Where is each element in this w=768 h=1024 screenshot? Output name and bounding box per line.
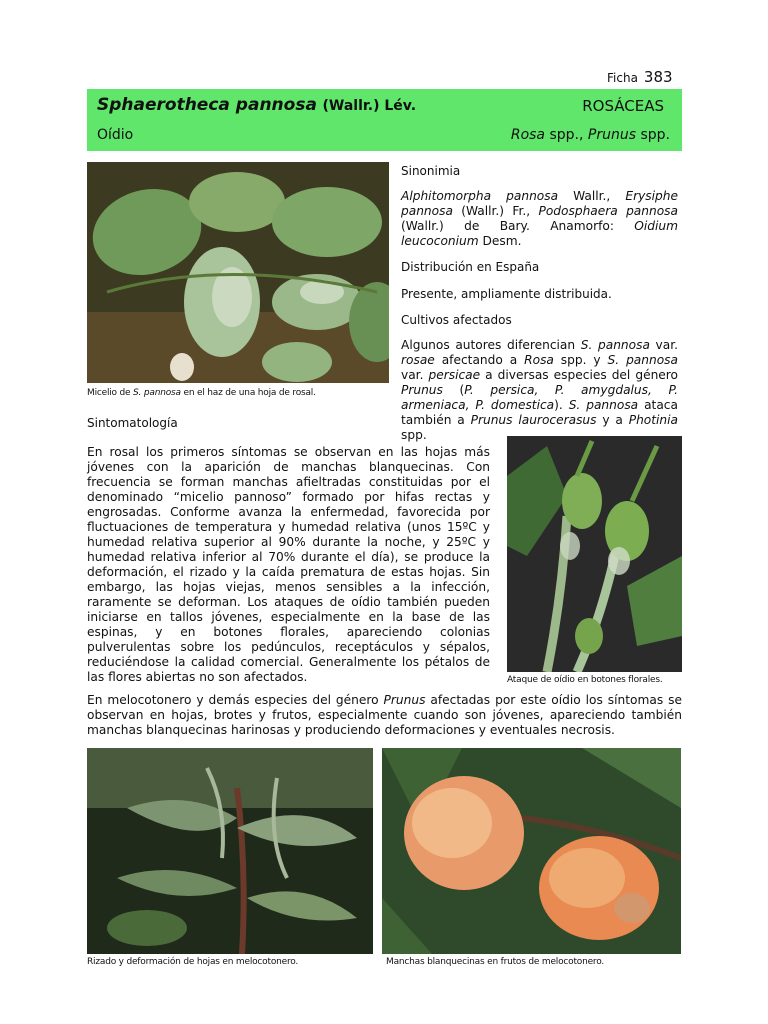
species: S. pannosa — [568, 398, 639, 412]
species-name: Sphaerotheca pannosa — [97, 95, 317, 115]
text: Algunos autores diferencian — [401, 338, 581, 352]
text: En melocotonero y demás especies del género — [87, 693, 384, 707]
ficha-number: 383 — [643, 68, 673, 86]
caption-text: Micelio de — [87, 388, 134, 398]
synonym-author: (Wallr.) Fr., — [452, 204, 539, 218]
species-title — [97, 95, 416, 115]
peach-fruit-photo — [382, 748, 681, 954]
text: var. — [649, 338, 679, 352]
text: spp. y — [553, 353, 608, 367]
text: ( — [442, 383, 465, 397]
distribucion-heading: Distribución en España — [401, 260, 540, 274]
rose-buds-caption: Ataque de oídio en botones florales. — [507, 675, 663, 685]
ficha-label — [607, 68, 673, 86]
family-name: ROSÁCEAS — [582, 97, 664, 115]
caption-text-end: en el haz de una hoja de rosal. — [180, 388, 316, 398]
variety: rosae — [401, 353, 435, 367]
text: ataca también a — [401, 398, 678, 427]
peach-leaves-photo — [87, 748, 373, 954]
host-spp-2: spp. — [640, 127, 670, 143]
text: y a — [596, 413, 629, 427]
text: afectadas por este oídio los síntomas se observan en hojas, brotes y frutos, especialmente cuando son jóvenes, apareciendo también manchas blanquecinas harinosas y produciendo deformaciones y eventuales necrosis. — [87, 693, 682, 737]
species: S. pannosa — [607, 353, 678, 367]
species-author: (Wallr.) Lév. — [322, 98, 417, 114]
sintomatologia-heading: Sintomatología — [87, 416, 178, 430]
host-genus-rosa: Rosa — [510, 127, 546, 143]
sinonimia-text — [401, 189, 678, 249]
host-plants — [511, 127, 670, 143]
common-name: Oídio — [97, 127, 134, 143]
text: var. — [401, 368, 429, 382]
synonym: Erysiphe pannosa — [401, 189, 678, 218]
rose-leaf-caption — [87, 388, 316, 398]
peach-fruit-caption: Manchas blanquecinas en frutos de melocotonero. — [386, 957, 605, 967]
peach-leaves-caption: Rizado y deformación de hojas en melocotonero. — [87, 957, 299, 967]
caption-species: S. pannosa — [133, 388, 181, 398]
synonym-author: Wallr., — [558, 189, 626, 203]
species: Prunus laurocerasus — [470, 413, 597, 427]
genus: Prunus — [383, 693, 426, 707]
synonym-author: Desm. — [478, 234, 522, 248]
variety: persicae — [428, 368, 481, 382]
synonym: Podosphaera pannosa — [538, 204, 678, 218]
synonym-author: (Wallr.) de Bary. Anamorfo: — [401, 219, 635, 233]
cultivos-text — [401, 338, 678, 443]
rose-buds-photo — [507, 436, 682, 672]
ficha-word: Ficha — [607, 71, 638, 85]
genus: Prunus — [401, 383, 443, 397]
anamorph: Oidium leucoconium — [401, 219, 678, 248]
sintomatologia-text: En rosal los primeros síntomas se observan en las hojas más jóvenes con la aparición de manchas blanquecinas. Con frecuencia se forman manchas afieltradas constituidas por el denominado “micelio pannoso” formado por hifas rectas y engrosadas. Conforme avanza la enfermedad, favorecida por fluctuaciones de temperatura y humedad relativa (unos 15ºC y humedad relativa superior al 90% durante la noche, y 25ºC y humedad relativa inferior al 70% durante el día), se produce la deformación, el rizado y la caída prematura de estas hojas. Sin embargo, las hojas viejas, menos sensibles a la infección, raramente se deforman. Los ataques de oídio también pueden iniciarse en tallos jóvenes, especialmente en la base de las espinas, y en botones florales, apareciendo colonias pulverulentas sobre los pedúnculos, receptáculos y sépalos, reduciéndose la calidad comercial. Generalmente los pétalos de las flores abiertas no son afectados. — [87, 445, 490, 684]
text: ). — [554, 398, 569, 412]
host-spp-1: spp., — [549, 127, 584, 143]
text: a diversas especies del género — [480, 368, 678, 382]
species: S. pannosa — [580, 338, 650, 352]
genus: Photinia — [628, 413, 678, 427]
rose-leaf-photo — [87, 162, 389, 383]
host-genus-prunus: Prunus — [587, 127, 637, 143]
text: spp. — [401, 428, 427, 442]
genus: Rosa — [524, 353, 554, 367]
distribucion-text: Presente, ampliamente distribuida. — [401, 287, 612, 301]
text: afectando a — [434, 353, 525, 367]
cultivos-heading: Cultivos afectados — [401, 313, 512, 327]
sinonimia-heading: Sinonimia — [401, 164, 461, 178]
species-header — [87, 89, 682, 151]
species-list: P. persica, P. amygdalus, P. armeniaca, P. domestica — [401, 383, 678, 412]
melocotonero-text — [87, 693, 682, 738]
synonym: Alphitomorpha pannosa — [401, 189, 559, 203]
